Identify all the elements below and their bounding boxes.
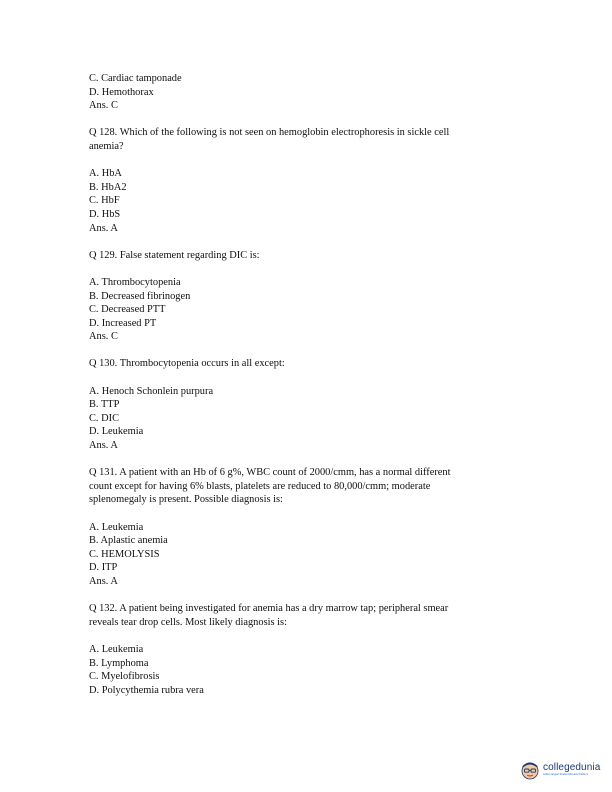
option-text: B. Aplastic anemia bbox=[89, 535, 168, 547]
option-text: D. Increased PT bbox=[89, 317, 157, 329]
option-text: A. Henoch Schonlein purpura bbox=[89, 385, 214, 397]
option-text: D. Leukemia bbox=[89, 426, 144, 438]
question-text: splenomegaly is present. Possible diagnosis is: bbox=[89, 494, 283, 506]
question-text: Q 131. A patient with an Hb of 6 g%, WBC count of 2000/cmm, has a normal different bbox=[89, 467, 451, 479]
option-text: C. DIC bbox=[89, 412, 120, 424]
option-text: A. Thrombocytopenia bbox=[89, 276, 181, 288]
option-text: B. Decreased fibrinogen bbox=[89, 290, 191, 302]
option-text: C. Myelofibrosis bbox=[89, 671, 160, 683]
question-block bbox=[89, 249, 519, 344]
option-text: B. TTP bbox=[89, 399, 120, 411]
answer-text: Ans. A bbox=[89, 575, 118, 587]
option-text: C. HbF bbox=[89, 195, 120, 207]
question-text: Q 129. False statement regarding DIC is: bbox=[89, 249, 260, 261]
option-text: D. HbS bbox=[89, 208, 121, 220]
question-block bbox=[89, 357, 519, 452]
question-text: anemia? bbox=[89, 140, 124, 152]
option-text: A. Leukemia bbox=[89, 521, 144, 533]
option-text: D. Hemothorax bbox=[89, 86, 154, 98]
option-text: C. HEMOLYSIS bbox=[89, 548, 160, 560]
answer-text: Ans. C bbox=[89, 331, 118, 343]
question-block bbox=[89, 126, 519, 235]
question-block bbox=[89, 466, 519, 588]
option-text: C. Decreased PTT bbox=[89, 304, 166, 316]
question-block-continued bbox=[89, 72, 519, 113]
answer-text: Ans. A bbox=[89, 440, 118, 452]
answer-text: Ans. C bbox=[89, 100, 118, 112]
option-text: B. HbA2 bbox=[89, 181, 127, 193]
answer-text: Ans. A bbox=[89, 222, 118, 234]
option-text: C. Cardiac tamponade bbox=[89, 73, 182, 84]
option-text: B. Lymphoma bbox=[89, 657, 149, 669]
question-text: reveals tear drop cells. Most likely diagnosis is: bbox=[89, 616, 287, 628]
option-text: D. ITP bbox=[89, 562, 118, 574]
question-text: Q 132. A patient being investigated for anemia has a dry marrow tap; peripheral smear bbox=[89, 603, 449, 615]
logo-name: collegedunia bbox=[543, 762, 601, 774]
option-text: D. Polycythemia rubra vera bbox=[89, 684, 204, 696]
question-block bbox=[89, 602, 519, 697]
question-text: count except for having 6% blasts, platelets are reduced to 80,000/cmm; moderate bbox=[89, 480, 431, 492]
logo-tagline: India's largest Student Review Platform bbox=[543, 773, 589, 777]
mascot-logo-icon bbox=[520, 760, 540, 780]
question-text: Q 128. Which of the following is not seen on hemoglobin electrophoresis in sickle cell bbox=[89, 127, 450, 139]
option-text: A. Leukemia bbox=[89, 643, 144, 655]
question-content bbox=[89, 72, 519, 697]
collegedunia-logo bbox=[520, 758, 600, 782]
question-text: Q 130. Thrombocytopenia occurs in all except: bbox=[89, 358, 285, 370]
option-text: A. HbA bbox=[89, 168, 122, 180]
